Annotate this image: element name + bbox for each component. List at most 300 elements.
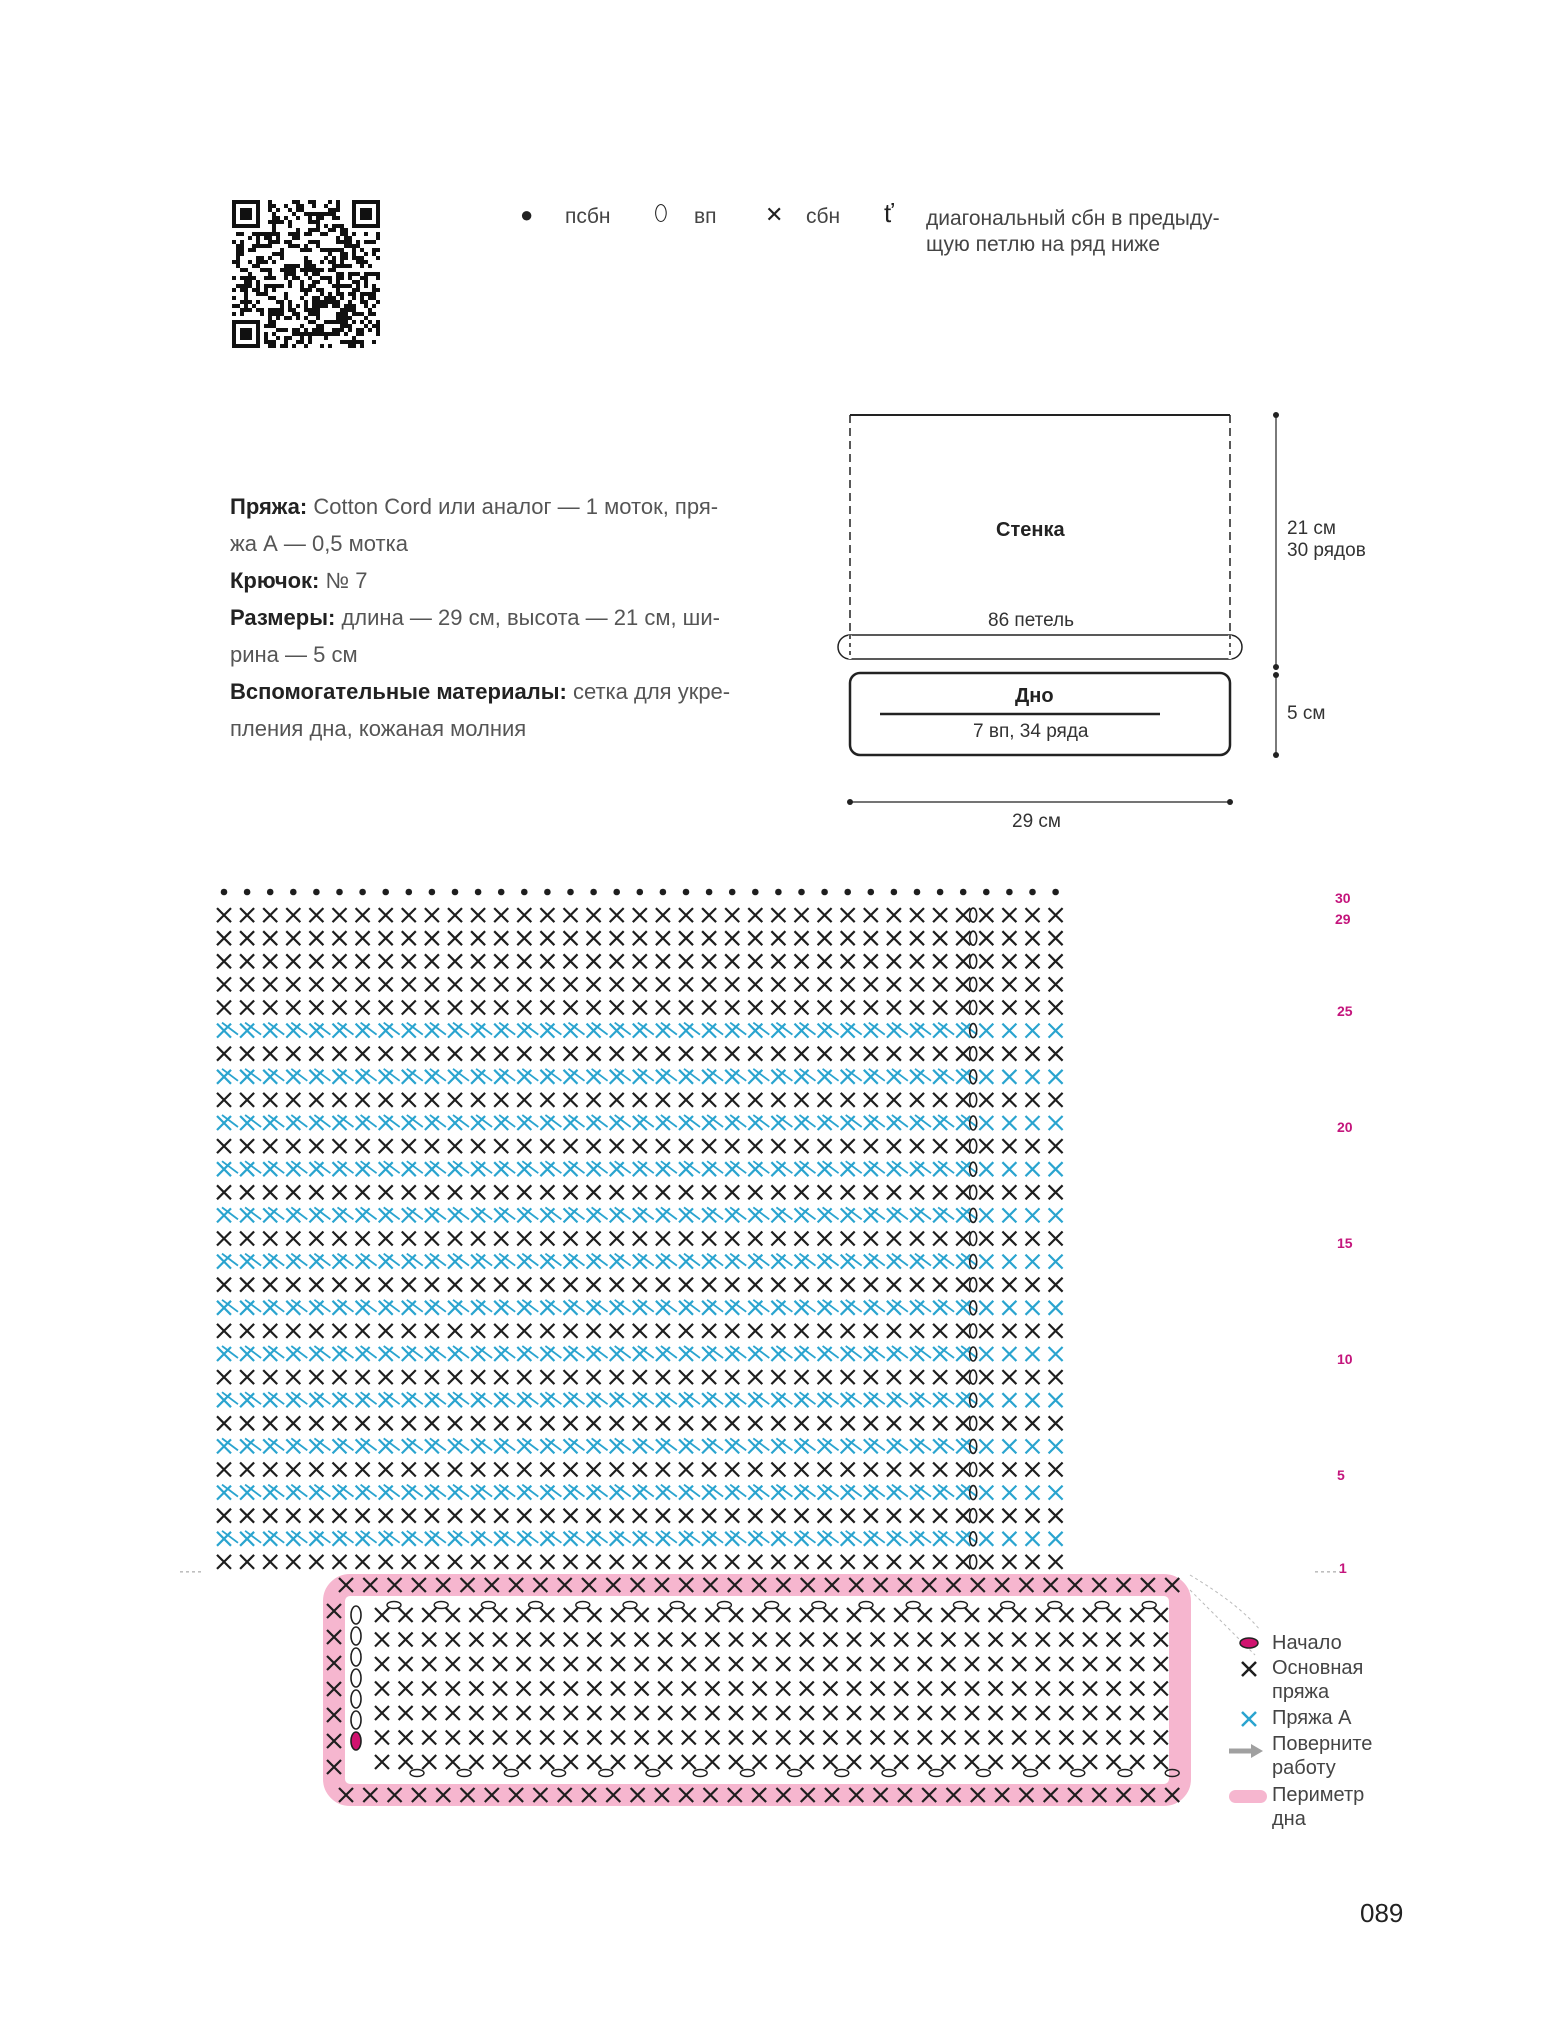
sc-stitch <box>800 1633 814 1647</box>
sc-stitch <box>448 1162 462 1176</box>
sc-stitch <box>956 1370 970 1384</box>
sc-stitch <box>309 1347 323 1361</box>
sc-stitch <box>633 1139 647 1153</box>
sc-stitch <box>658 1755 672 1769</box>
sc-stitch <box>587 1301 601 1315</box>
sc-stitch <box>402 1208 416 1222</box>
sc-stitch <box>679 1208 693 1222</box>
sc-stitch <box>887 1393 901 1407</box>
sc-stitch <box>702 1370 716 1384</box>
sc-stitch <box>910 1509 924 1523</box>
sc-stitch <box>448 1116 462 1130</box>
sc-stitch <box>989 1682 1003 1696</box>
sc-stitch <box>471 1093 485 1107</box>
sc-stitch <box>240 1255 254 1269</box>
sc-stitch <box>517 1232 531 1246</box>
sc-stitch <box>633 1486 647 1500</box>
sc-stitch <box>263 1509 277 1523</box>
sc-stitch <box>375 1682 389 1696</box>
sc-stitch <box>309 1116 323 1130</box>
sc-stitch <box>379 1255 393 1269</box>
sc-stitch <box>1083 1608 1097 1622</box>
sc-stitch <box>1130 1682 1144 1696</box>
sc-stitch <box>333 1347 347 1361</box>
sc-stitch <box>494 1278 508 1292</box>
sc-stitch <box>333 1439 347 1453</box>
sc-stitch <box>217 1162 231 1176</box>
sc-stitch <box>263 1393 277 1407</box>
sc-stitch <box>1083 1633 1097 1647</box>
sc-stitch <box>240 1324 254 1338</box>
sc-stitch <box>425 1116 439 1130</box>
sc-stitch <box>471 1416 485 1430</box>
sc-stitch <box>633 1301 647 1315</box>
sc-stitch <box>702 1463 716 1477</box>
sc-stitch <box>800 1706 814 1720</box>
sc-stitch <box>887 1509 901 1523</box>
sc-stitch <box>240 1232 254 1246</box>
sc-stitch <box>540 1370 554 1384</box>
sc-stitch <box>333 908 347 922</box>
sc-stitch <box>494 1439 508 1453</box>
sc-stitch <box>748 1347 762 1361</box>
sc-stitch <box>217 1324 231 1338</box>
sc-stitch <box>1026 954 1040 968</box>
sc-stitch <box>818 1347 832 1361</box>
sc-stitch <box>1026 931 1040 945</box>
sc-stitch <box>1049 1070 1063 1084</box>
sc-stitch <box>517 1532 531 1546</box>
chain-turn <box>434 1602 448 1609</box>
sc-stitch <box>933 1324 947 1338</box>
sc-stitch <box>448 1093 462 1107</box>
sc-stitch <box>933 1070 947 1084</box>
sc-stitch <box>399 1755 413 1769</box>
sc-stitch <box>356 1001 370 1015</box>
sc-stitch <box>864 1555 878 1569</box>
sc-stitch <box>309 1001 323 1015</box>
sc-stitch <box>1036 1633 1050 1647</box>
sc-stitch <box>887 1047 901 1061</box>
sc-stitch <box>841 1139 855 1153</box>
sc-stitch <box>841 1162 855 1176</box>
sc-stitch <box>564 1139 578 1153</box>
sc-stitch <box>910 1347 924 1361</box>
sc-stitch <box>1049 977 1063 991</box>
sc-stitch <box>748 1024 762 1038</box>
sc-stitch <box>656 1278 670 1292</box>
sc-stitch <box>933 1463 947 1477</box>
sc-stitch <box>818 1532 832 1546</box>
sc-stitch <box>748 1486 762 1500</box>
sc-stitch <box>286 1185 300 1199</box>
sc-stitch <box>956 1001 970 1015</box>
sc-stitch <box>425 1139 439 1153</box>
sc-stitch <box>1130 1706 1144 1720</box>
chain-turn <box>1095 1602 1109 1609</box>
sc-stitch <box>471 1509 485 1523</box>
slip-stitch <box>1006 889 1013 896</box>
sc-stitch <box>540 1208 554 1222</box>
sc-stitch <box>564 1755 578 1769</box>
sc-stitch <box>610 1463 624 1477</box>
sc-stitch <box>375 1608 389 1622</box>
sc-stitch <box>402 1347 416 1361</box>
sc-stitch <box>979 1532 993 1546</box>
key-start: Начало <box>1272 1632 1342 1654</box>
sc-stitch <box>1002 1532 1016 1546</box>
sc-stitch <box>864 1509 878 1523</box>
sc-stitch <box>965 1682 979 1696</box>
sc-stitch <box>818 1278 832 1292</box>
sc-stitch <box>956 1024 970 1038</box>
sc-stitch <box>633 1208 647 1222</box>
sc-stitch <box>425 1532 439 1546</box>
sc-stitch <box>494 977 508 991</box>
sc-stitch <box>956 1139 970 1153</box>
sc-stitch <box>887 1486 901 1500</box>
sc-stitch <box>910 1185 924 1199</box>
sc-stitch <box>633 1439 647 1453</box>
sc-stitch <box>771 1024 785 1038</box>
sc-stitch <box>841 1555 855 1569</box>
qr-code[interactable] <box>232 200 380 348</box>
sc-stitch <box>471 1024 485 1038</box>
chain-turn <box>970 1555 977 1569</box>
sc-stitch <box>705 1633 719 1647</box>
sc-stitch <box>1107 1755 1121 1769</box>
sc-stitch <box>989 1755 1003 1769</box>
sc-stitch <box>702 1324 716 1338</box>
sc-stitch <box>918 1682 932 1696</box>
sc-stitch <box>610 1024 624 1038</box>
sc-stitch <box>864 1324 878 1338</box>
sc-stitch <box>702 1439 716 1453</box>
sc-stitch <box>729 1657 743 1671</box>
sc-stitch <box>540 1093 554 1107</box>
sc-stitch <box>656 1139 670 1153</box>
sc-stitch <box>286 1116 300 1130</box>
sc-stitch <box>841 1001 855 1015</box>
sc-stitch <box>610 954 624 968</box>
sc-stitch <box>422 1731 436 1745</box>
sc-stitch <box>517 1463 531 1477</box>
sc-stitch <box>725 954 739 968</box>
sc-stitch <box>309 977 323 991</box>
sc-stitch <box>887 1255 901 1269</box>
sc-stitch <box>818 1001 832 1015</box>
sc-stitch <box>705 1682 719 1696</box>
sc-stitch <box>587 1001 601 1015</box>
sc-stitch <box>1002 1416 1016 1430</box>
sc-stitch <box>933 1001 947 1015</box>
sc-stitch <box>1026 1162 1040 1176</box>
sc-stitch <box>494 1301 508 1315</box>
key-main-line2: пряжа <box>1272 1681 1330 1703</box>
sc-stitch <box>469 1608 483 1622</box>
sc-stitch <box>725 1509 739 1523</box>
sc-stitch <box>702 1116 716 1130</box>
sc-stitch <box>633 908 647 922</box>
sc-stitch <box>356 1208 370 1222</box>
sc-stitch <box>1026 1001 1040 1015</box>
sc-stitch <box>725 1278 739 1292</box>
sc-stitch <box>910 1463 924 1477</box>
sc-stitch <box>471 1208 485 1222</box>
sc-stitch <box>933 1139 947 1153</box>
sc-stitch <box>1036 1682 1050 1696</box>
sc-stitch <box>748 1139 762 1153</box>
sc-stitch <box>469 1657 483 1671</box>
sc-stitch <box>656 954 670 968</box>
sc-stitch <box>1002 1001 1016 1015</box>
sc-stitch <box>540 1706 554 1720</box>
sc-stitch <box>564 1731 578 1745</box>
sc-stitch <box>679 1555 693 1569</box>
sc-stitch <box>771 1278 785 1292</box>
sc-stitch <box>402 1301 416 1315</box>
sc-stitch <box>540 1633 554 1647</box>
sc-stitch <box>864 1486 878 1500</box>
sc-stitch <box>356 1093 370 1107</box>
sc-stitch <box>425 1347 439 1361</box>
sc-stitch <box>356 1185 370 1199</box>
sc-stitch <box>658 1633 672 1647</box>
sc-stitch <box>864 1185 878 1199</box>
sc-stitch <box>587 954 601 968</box>
chain-turn <box>457 1770 471 1777</box>
sc-stitch <box>1049 1555 1063 1569</box>
sc-stitch <box>263 1370 277 1384</box>
sc-stitch <box>217 1047 231 1061</box>
sc-stitch <box>540 1324 554 1338</box>
sc-stitch <box>1130 1755 1144 1769</box>
sc-stitch <box>379 1416 393 1430</box>
sc-stitch <box>402 1232 416 1246</box>
sc-stitch <box>753 1706 767 1720</box>
sc-stitch <box>286 1208 300 1222</box>
sc-stitch <box>887 908 901 922</box>
chain-turn <box>717 1602 731 1609</box>
sc-stitch <box>702 1278 716 1292</box>
sc-stitch <box>240 931 254 945</box>
sc-stitch <box>517 1682 531 1696</box>
sc-stitch <box>725 1139 739 1153</box>
sc-stitch <box>633 1093 647 1107</box>
sc-stitch <box>800 1731 814 1745</box>
sc-stitch <box>517 1509 531 1523</box>
sc-stitch <box>705 1731 719 1745</box>
slip-stitch <box>313 889 320 896</box>
sc-stitch <box>448 1301 462 1315</box>
sc-stitch <box>965 1731 979 1745</box>
sc-stitch <box>725 1439 739 1453</box>
sc-stitch <box>795 1232 809 1246</box>
sc-stitch <box>587 1278 601 1292</box>
sc-stitch <box>818 1509 832 1523</box>
key-perim-line1: Периметр <box>1272 1784 1365 1806</box>
sc-stitch <box>422 1706 436 1720</box>
sc-stitch <box>841 977 855 991</box>
sc-stitch <box>910 931 924 945</box>
sc-stitch <box>1026 1208 1040 1222</box>
sc-stitch <box>965 1755 979 1769</box>
sc-stitch <box>471 1439 485 1453</box>
sc-stitch <box>263 1116 277 1130</box>
sc-stitch <box>795 1439 809 1453</box>
sc-stitch <box>725 1093 739 1107</box>
sc-stitch <box>823 1731 837 1745</box>
sc-stitch <box>1002 1139 1016 1153</box>
sc-stitch <box>635 1731 649 1745</box>
sc-stitch <box>587 1682 601 1696</box>
sc-stitch <box>471 1139 485 1153</box>
sc-stitch <box>471 1370 485 1384</box>
sc-stitch <box>217 1139 231 1153</box>
sc-stitch <box>379 954 393 968</box>
sc-stitch <box>956 1301 970 1315</box>
sc-stitch <box>933 1439 947 1453</box>
sc-stitch <box>979 1093 993 1107</box>
sc-stitch <box>471 1324 485 1338</box>
sc-stitch <box>402 1439 416 1453</box>
sc-stitch <box>748 1393 762 1407</box>
sc-stitch <box>448 1324 462 1338</box>
sc-stitch <box>956 1532 970 1546</box>
sc-stitch <box>1059 1657 1073 1671</box>
sc-stitch <box>979 1301 993 1315</box>
bag-schematic <box>820 405 1340 835</box>
sc-stitch <box>240 1486 254 1500</box>
sc-stitch <box>748 1278 762 1292</box>
sc-stitch <box>1002 1301 1016 1315</box>
slip-stitch <box>267 889 274 896</box>
sc-stitch <box>702 1047 716 1061</box>
sc-stitch <box>818 1255 832 1269</box>
chain-turn <box>970 1185 977 1199</box>
sc-stitch <box>771 1232 785 1246</box>
sc-stitch <box>705 1706 719 1720</box>
sc-stitch <box>517 1486 531 1500</box>
sc-stitch <box>910 1301 924 1315</box>
sc-stitch <box>333 1555 347 1569</box>
sc-stitch <box>725 1347 739 1361</box>
sc-stitch <box>748 1324 762 1338</box>
sc-stitch <box>633 1001 647 1015</box>
sc-stitch <box>402 908 416 922</box>
sc-stitch <box>933 931 947 945</box>
sc-stitch <box>471 1185 485 1199</box>
sc-stitch <box>333 1162 347 1176</box>
chain-turn <box>576 1602 590 1609</box>
depth-label: 5 см <box>1287 703 1326 724</box>
sc-stitch <box>540 1755 554 1769</box>
sc-stitch <box>933 1486 947 1500</box>
sc-stitch <box>771 1439 785 1453</box>
slip-stitch <box>798 889 805 896</box>
sc-stitch <box>1083 1755 1097 1769</box>
sc-stitch <box>864 931 878 945</box>
sc-stitch <box>633 1255 647 1269</box>
sc-stitch <box>517 1278 531 1292</box>
sc-stitch <box>864 1139 878 1153</box>
sc-stitch <box>610 1232 624 1246</box>
sc-stitch <box>847 1633 861 1647</box>
sc-stitch <box>841 1301 855 1315</box>
sc-stitch <box>748 1232 762 1246</box>
sc-stitch <box>771 908 785 922</box>
sc-stitch <box>679 1255 693 1269</box>
slip-stitch <box>960 889 967 896</box>
sc-stitch <box>1059 1755 1073 1769</box>
sc-stitch <box>540 1301 554 1315</box>
sc-stitch <box>309 1208 323 1222</box>
page-number: 089 <box>1360 1898 1404 1928</box>
sc-stitch <box>933 1278 947 1292</box>
sc-stitch <box>493 1731 507 1745</box>
sc-stitch <box>841 1463 855 1477</box>
sc-stitch <box>776 1755 790 1769</box>
sc-stitch <box>1049 1278 1063 1292</box>
sc-stitch <box>448 1185 462 1199</box>
sc-stitch <box>564 1232 578 1246</box>
sc-stitch <box>702 1347 716 1361</box>
sc-stitch <box>748 1439 762 1453</box>
sc-stitch <box>979 1509 993 1523</box>
sc-stitch <box>564 1070 578 1084</box>
sc-stitch <box>748 1047 762 1061</box>
sc-stitch <box>240 1047 254 1061</box>
sc-stitch <box>399 1657 413 1671</box>
sc-stitch <box>564 954 578 968</box>
sc-stitch <box>1083 1682 1097 1696</box>
sc-stitch <box>286 931 300 945</box>
sc-stitch <box>956 1232 970 1246</box>
sc-stitch <box>933 977 947 991</box>
sc-stitch <box>517 908 531 922</box>
sc-stitch <box>309 1463 323 1477</box>
sc-stitch <box>494 1232 508 1246</box>
sc-stitch <box>471 1532 485 1546</box>
sc-stitch <box>910 954 924 968</box>
sc-stitch <box>1049 1347 1063 1361</box>
sc-stitch <box>356 1393 370 1407</box>
sc-stitch <box>425 1070 439 1084</box>
sc-stitch <box>1059 1706 1073 1720</box>
sc-stitch <box>448 1070 462 1084</box>
slip-stitch <box>452 889 459 896</box>
sc-stitch <box>540 1116 554 1130</box>
sc-stitch <box>309 1301 323 1315</box>
slip-stitch <box>498 889 505 896</box>
sc-stitch <box>1049 1255 1063 1269</box>
sc-stitch <box>1002 977 1016 991</box>
chain-turn <box>529 1602 543 1609</box>
sc-stitch <box>725 1393 739 1407</box>
sc-stitch <box>263 954 277 968</box>
sc-stitch <box>989 1706 1003 1720</box>
sc-stitch <box>286 1070 300 1084</box>
sc-stitch <box>979 1162 993 1176</box>
chain-turn <box>765 1602 779 1609</box>
sc-stitch <box>587 1486 601 1500</box>
dot-icon: ● <box>520 202 534 227</box>
sc-stitch <box>1059 1682 1073 1696</box>
sc-stitch <box>748 1555 762 1569</box>
sc-stitch <box>847 1706 861 1720</box>
sc-stitch <box>818 1486 832 1500</box>
sc-stitch <box>425 1093 439 1107</box>
